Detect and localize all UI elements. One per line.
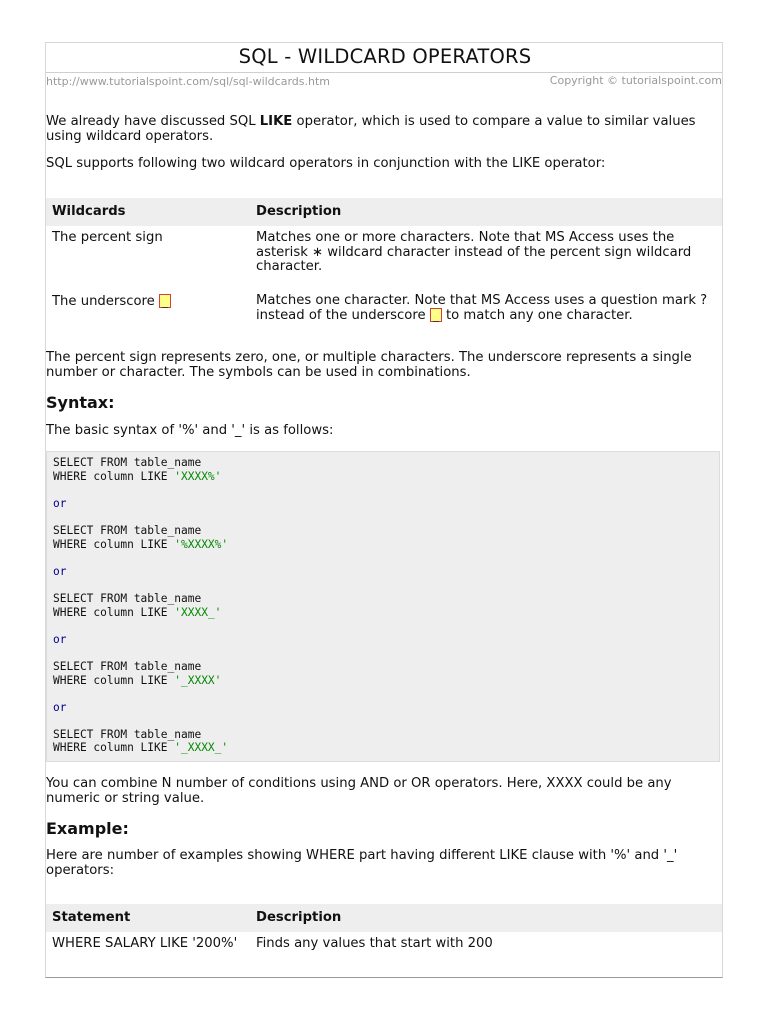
table-row (46, 288, 722, 330)
code-line (53, 741, 713, 755)
table-row (46, 226, 722, 288)
intro-paragraph-1 (46, 115, 722, 144)
code-line (53, 606, 713, 620)
code-pattern: '_XXXX' (174, 673, 222, 687)
code-line: SELECT FROM table_name (53, 591, 202, 605)
code-or-keyword: or (53, 496, 67, 510)
code-or-keyword: or (53, 700, 67, 714)
underscore-highlight: _ (159, 294, 171, 308)
title-divider (46, 72, 722, 73)
underscore-desc-start: Matches one character. Note that MS Access uses a question mark ? instead of the underscore (256, 292, 708, 324)
wildcard-percent-description: Matches one or more characters. Note that MS Access uses the asterisk ∗ wildcard character instead of the percent sign wildcard character. (256, 230, 692, 275)
syntax-heading: Syntax: (46, 393, 115, 412)
code-line: SELECT FROM table_name (53, 523, 202, 537)
underscore-label: The underscore (52, 293, 159, 309)
code-pattern: '%XXXX%' (174, 537, 229, 551)
code-where: WHERE column LIKE (53, 673, 175, 687)
document-page (45, 42, 723, 978)
column-header-wildcards: Wildcards (46, 198, 250, 226)
code-where: WHERE column LIKE (53, 537, 175, 551)
example-heading: Example: (46, 819, 129, 838)
code-where: WHERE column LIKE (53, 469, 175, 483)
code-pattern: 'XXXX%' (174, 469, 222, 483)
table-header-row (46, 904, 722, 932)
intro-paragraph-2: SQL supports following two wildcard operators in conjunction with the LIKE operator: (46, 156, 606, 171)
code-where: WHERE column LIKE (53, 741, 175, 755)
code-where: WHERE column LIKE (53, 605, 175, 619)
like-keyword: LIKE (259, 114, 293, 129)
conditions-paragraph: You can combine N number of conditions using AND or OR operators. Here, XXXX could be any numeric or string value. (46, 776, 672, 806)
code-line (53, 538, 713, 552)
source-url[interactable]: http://www.tutorialspoint.com/sql/sql-wildcards.htm (46, 75, 330, 88)
column-header-description: Description (250, 198, 722, 226)
description-cell: Finds any values that start with 200 (256, 936, 493, 951)
wildcard-underscore-description (250, 288, 722, 330)
intro-text-end: operator, which is used to compare a value to similar values using wildcard operators. (46, 114, 696, 144)
code-pattern: 'XXXX_' (174, 605, 222, 619)
wildcards-table (46, 198, 722, 330)
column-header-statement: Statement (46, 904, 250, 932)
table-header-row (46, 198, 722, 226)
code-line (53, 674, 713, 688)
copyright-notice: Copyright © tutorialspoint.com (549, 74, 722, 87)
statement-cell: WHERE SALARY LIKE '200%' (52, 936, 238, 951)
page-title: SQL - WILDCARD OPERATORS (238, 45, 532, 68)
underscore-desc-end: to match any one character. (441, 308, 633, 324)
code-line (53, 470, 713, 484)
code-or-keyword: or (53, 564, 67, 578)
wildcard-underscore-cell (46, 288, 250, 330)
code-line: SELECT FROM table_name (53, 659, 202, 673)
examples-table (46, 904, 722, 958)
code-pattern: '_XXXX_' (174, 741, 229, 755)
column-header-description: Description (250, 904, 722, 932)
code-or-keyword: or (53, 632, 67, 646)
syntax-intro: The basic syntax of '%' and '_' is as follows: (46, 423, 334, 438)
wildcard-explanation-paragraph: The percent sign represents zero, one, or multiple characters. The underscore represents a single number or character. The symbols can be used in combinations. (46, 350, 692, 380)
code-line: SELECT FROM table_name (53, 727, 202, 741)
syntax-code-block (46, 451, 720, 762)
table-row (46, 932, 722, 958)
example-intro: Here are number of examples showing WHERE part having different LIKE clause with '%' and '_' operators: (46, 848, 678, 878)
code-line: SELECT FROM table_name (53, 456, 202, 469)
intro-text-start: We already have discussed SQL (46, 114, 260, 129)
underscore-desc-highlight: _ (430, 308, 442, 322)
wildcard-percent-cell: The percent sign (52, 230, 163, 245)
